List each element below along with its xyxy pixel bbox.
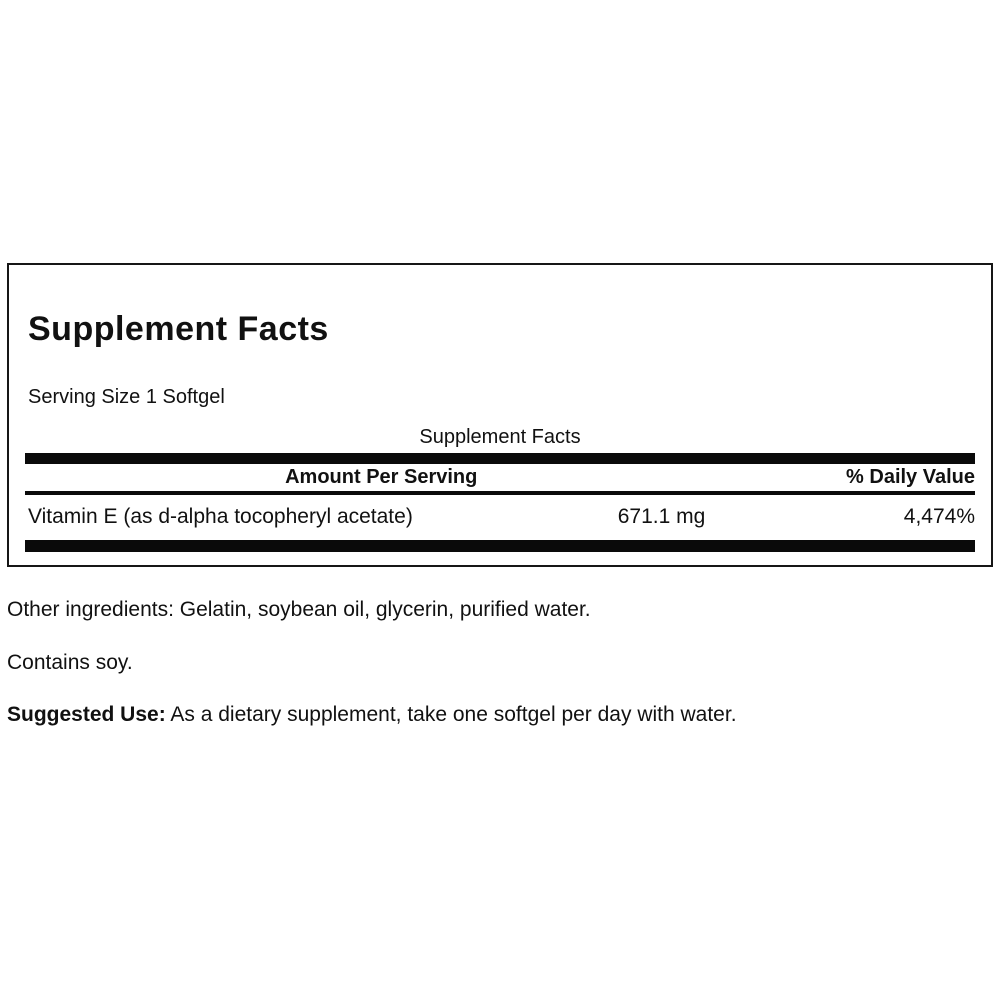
ingredient-daily-value: 4,474% [903, 505, 975, 528]
amount-per-serving-header: Amount Per Serving [285, 466, 478, 488]
table-heading: Supplement Facts [419, 426, 581, 448]
table-header-row [25, 464, 975, 491]
daily-value-header: % Daily Value [846, 466, 975, 488]
panel-title: Supplement Facts [28, 310, 329, 348]
thick-rule-bottom [25, 540, 975, 552]
suggested-use-text [7, 702, 967, 728]
suggested-use-label: Suggested Use: [7, 703, 166, 726]
ingredient-name: Vitamin E (as d-alpha tocopheryl acetate) [28, 505, 413, 528]
supplement-facts-panel [7, 263, 993, 567]
thick-rule-top [25, 453, 975, 464]
panel-content [9, 309, 991, 552]
ingredient-amount: 671.1 mg [617, 505, 706, 528]
suggested-use-body: As a dietary supplement, take one softgel per day with water. [165, 703, 737, 726]
other-ingredients-text: Other ingredients: Gelatin, soybean oil, glycerin, purified water. [7, 598, 591, 621]
table-row [25, 495, 975, 540]
contains-allergen-text: Contains soy. [7, 651, 133, 674]
serving-size-text: Serving Size 1 Softgel [28, 386, 225, 408]
